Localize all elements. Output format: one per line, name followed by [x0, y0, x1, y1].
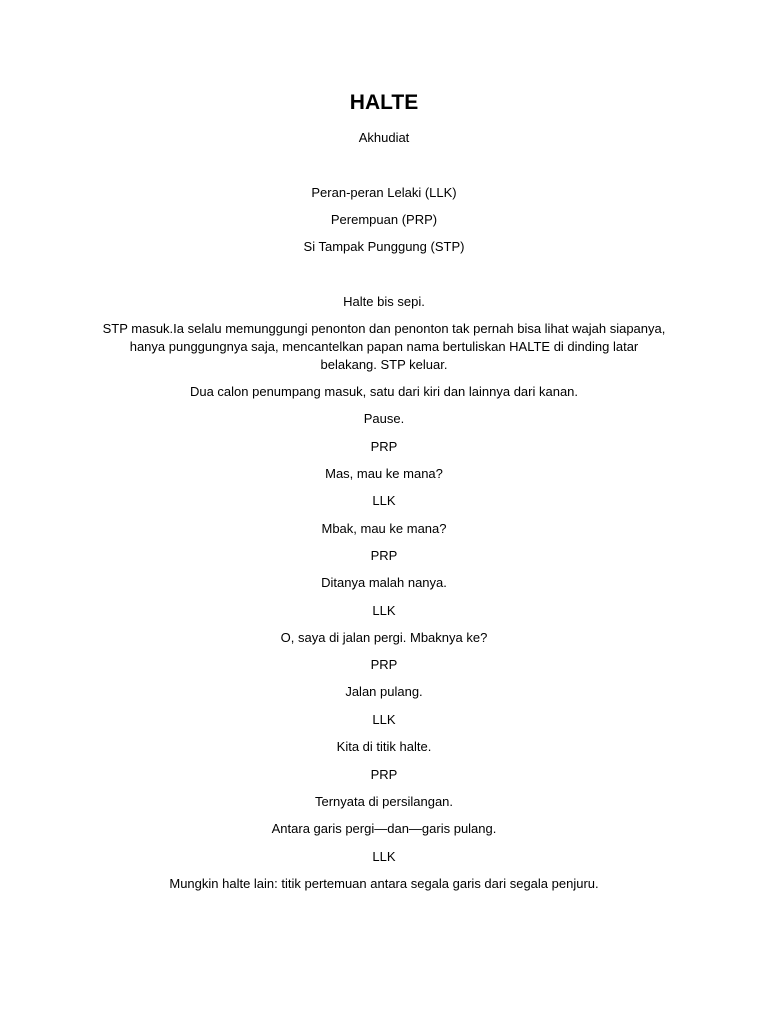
- author-name: Akhudiat: [358, 130, 410, 145]
- role-llk: Peran-peran Lelaki (LLK): [311, 185, 457, 200]
- dialogue-line: Mbak, mau ke mana?: [321, 521, 447, 536]
- dialogue-line: O, saya di jalan pergi. Mbaknya ke?: [280, 630, 488, 645]
- dialogue-line: Ternyata di persilangan.: [314, 794, 454, 809]
- speaker-label: LLK: [372, 712, 396, 727]
- role-stp: Si Tampak Punggung (STP): [303, 239, 465, 254]
- dialogue-line: Jalan pulang.: [345, 684, 423, 699]
- speaker-label: PRP: [370, 548, 398, 563]
- speaker-label: PRP: [370, 767, 398, 782]
- speaker-label: LLK: [372, 849, 396, 864]
- role-prp: Perempuan (PRP): [330, 212, 438, 227]
- dialogue-line: Mas, mau ke mana?: [325, 466, 443, 481]
- speaker-label: PRP: [370, 439, 398, 454]
- stage-direction-entry: Dua calon penumpang masuk, satu dari kiri dan lainnya dari kanan.: [189, 384, 579, 399]
- speaker-label: LLK: [372, 493, 396, 508]
- dialogue-line: Antara garis pergi—dan—garis pulang.: [271, 821, 497, 836]
- script-title: HALTE: [349, 91, 419, 114]
- dialogue-line: Mungkin halte lain: titik pertemuan antara segala garis dari segala penjuru.: [169, 876, 599, 891]
- dialogue-line: Ditanya malah nanya.: [321, 575, 447, 590]
- speaker-label: LLK: [372, 603, 396, 618]
- dialogue-line: Kita di titik halte.: [336, 739, 432, 754]
- stage-direction-pause: Pause.: [363, 411, 405, 426]
- stage-direction-opening: Halte bis sepi.: [343, 294, 425, 309]
- speaker-label: PRP: [370, 657, 398, 672]
- stage-direction-stp: STP masuk.Ia selalu memunggungi penonton dan penonton tak pernah bisa lihat wajah siapanya, hanya punggungnya saja, mencantelkan papan nama bertuliskan HALTE di dinding latar belakang. STP keluar.: [102, 321, 666, 372]
